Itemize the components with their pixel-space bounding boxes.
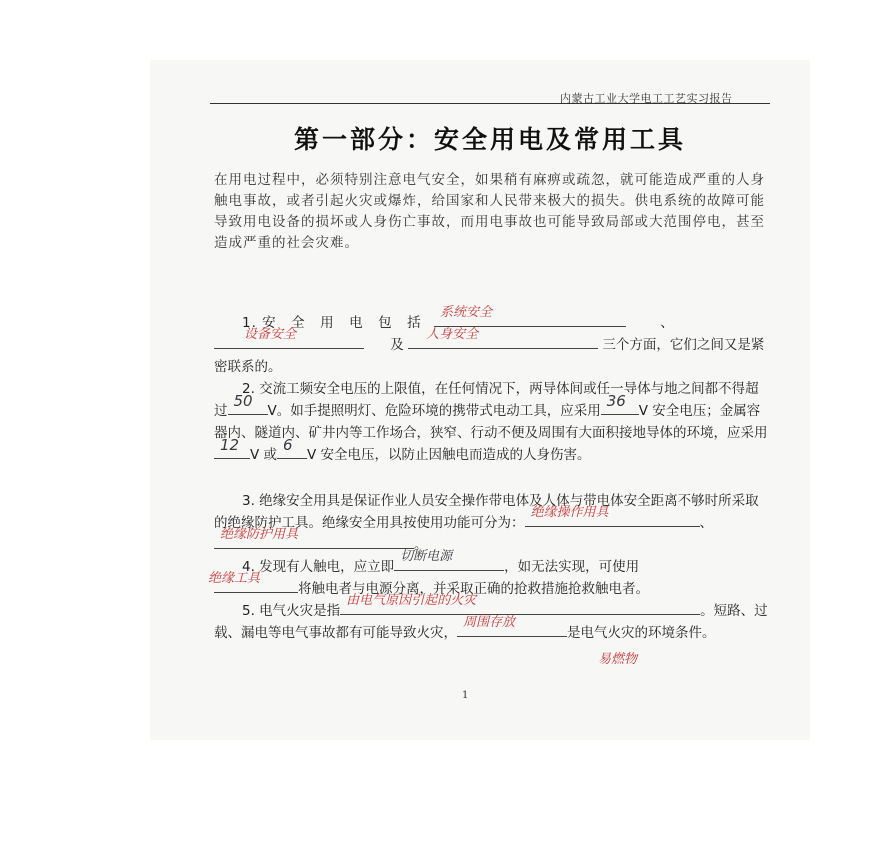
q2-answer-4: 6 [283, 436, 293, 454]
q5-text-2: 。短路、过载、漏电等电气事故都有可能导致火灾， [214, 603, 768, 641]
q3-answer-1: 绝缘操作用具 [530, 505, 609, 520]
q2-answer-2: 36 [606, 392, 626, 410]
report-header: 内蒙古工业大学电工工艺实习报告 [560, 92, 733, 105]
q1-answer-2: 设备安全 [244, 327, 297, 342]
q4-answer-1: 切断电源 [400, 549, 453, 564]
header-rule [210, 103, 770, 104]
q5-blank-1 [340, 593, 700, 615]
q3-answer-2: 绝缘防护用具 [220, 527, 299, 542]
page-title: 第一部分：安全用电及常用工具 [293, 125, 686, 154]
q3-blank-2 [214, 527, 414, 549]
q2-text-3: V 安全电压；金属容器内、隧道内、矿井内等工作场合，狭窄、行动不便及周围有大面积接地导体的环境，应采用 [214, 403, 768, 441]
q5-answer-1: 由电气原因引起的火灾 [346, 593, 477, 608]
intro-paragraph: 在用电过程中，必须特别注意电气安全，如果稍有麻痹或疏忽，就可能造成严重的人身触电事故，或者引起火灾或爆炸，给国家和人民带来极大的损失。供电系统的故障可能导致用电设备的损坏或人身伤亡事故，而用电事故也可能导致局部或大范围停电，甚至造成严重的社会灾难。 [214, 172, 765, 251]
q3-sep: 、 [699, 515, 713, 531]
q2-blank-4 [277, 436, 307, 459]
q3-text-1: 3. 绝缘安全用具是保证作业人员安全操作带电体及人体与带电体安全距离不够时所采取的绝缘防护工具。绝缘安全用具按使用功能可分为： [214, 493, 759, 531]
q1-mid: 及 [390, 337, 404, 353]
q2-blank-2 [601, 392, 639, 415]
q3-blank-1 [525, 505, 700, 527]
q1-answer-3: 人身安全 [426, 327, 479, 342]
question-4 [208, 549, 770, 600]
q5-answer-2: 周围存放 [463, 615, 516, 630]
q2-text-2: V。如手提照明灯、危险环境的携带式电动工具，应采用 [267, 403, 601, 419]
q4-blank-2 [208, 571, 298, 593]
q4-text-3: 将触电者与电源分离，并采取正确的抢救措施抢救触电者。 [298, 581, 649, 597]
question-5 [214, 593, 770, 644]
q1-suffix: 三个方面，它们之间又是紧密联系的。 [214, 337, 765, 375]
q4-text-2: ，如无法实现，可使用 [504, 559, 640, 575]
q4-text-1: 4. 发现有人触电，应立即 [242, 559, 395, 575]
page-number: 1 [462, 690, 469, 701]
question-1 [214, 305, 770, 378]
q2-text-4: V 或 [250, 447, 278, 463]
q2-answer-1: 50 [233, 392, 253, 410]
q1-sep1: 、 [660, 315, 674, 331]
question-3 [214, 490, 770, 556]
q4-blank-1 [394, 549, 504, 571]
q5-text-3: 是电气火灾的环境条件。 [567, 625, 716, 641]
q1-blank-3 [408, 327, 598, 349]
q5-text-1: 5. 电气火灾是指 [242, 603, 341, 619]
q2-text-5: V 安全电压，以防止因触电而造成的人身伤害。 [307, 447, 591, 463]
q2-blank-1 [228, 392, 268, 415]
q1-blank-2 [214, 327, 364, 349]
q3-end: 。 [414, 537, 428, 553]
q2-answer-3: 12 [220, 436, 240, 454]
q2-blank-3 [214, 436, 250, 459]
q4-answer-2: 绝缘工具 [208, 571, 261, 586]
q5-blank-2 [457, 615, 567, 637]
q1-prefix: 1. 安 全 用 电 包 括 [242, 315, 422, 331]
q1-answer-1: 系统安全 [439, 305, 492, 320]
q5-answer-3: 易燃物 [598, 652, 638, 667]
question-2 [214, 378, 770, 466]
q2-text-1: 2. 交流工频安全电压的上限值，在任何情况下，两导体间或任一导体与地之间都不得超过 [214, 381, 759, 419]
